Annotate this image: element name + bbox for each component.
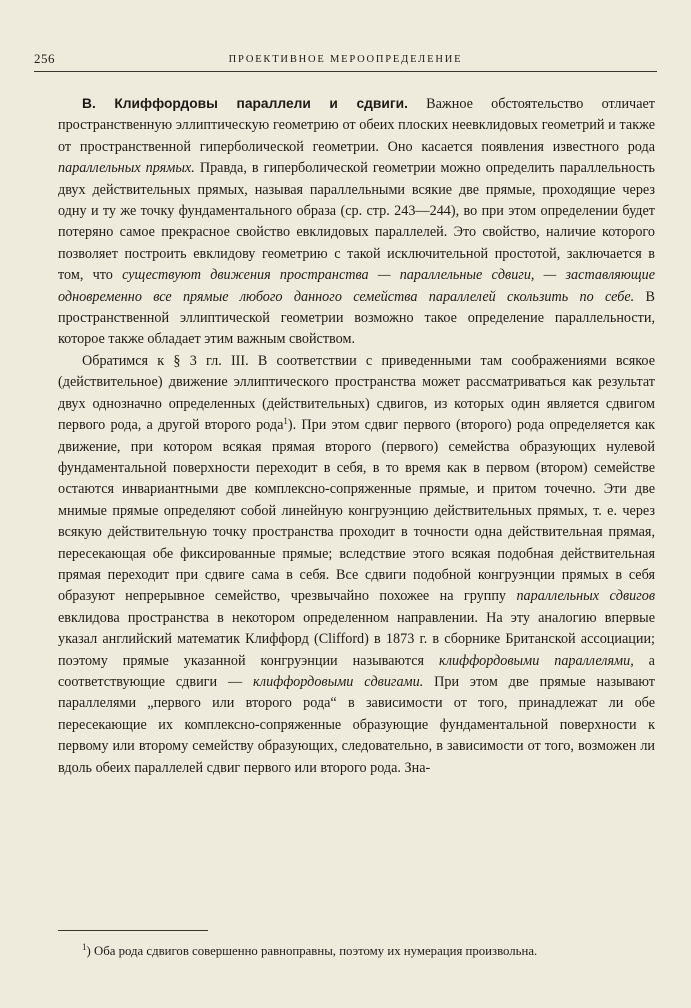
paragraph-text: Важное обстоятельство отличает пространственную эллиптическую геометрию от обеих плоских неевклидовых геометрий и также от пространственной гиперболической геометрии. Оно касается появления известного рода xyxy=(58,96,655,155)
body-text xyxy=(58,93,655,779)
paragraph-text: Правда, в гиперболической геометрии можно определить параллельность двух действительных прямых, называя параллельными всякие две прямые, проходящие через одну и ту же точку фундаментального образа (ср. стр. 243—244), во при этом определении будет потеряно самое прекрасное свойство евклидовых параллелей. Это свойство, наличие которого позволяет построить евклидову геометрию с такой исключительной простотой, заключается в том, что xyxy=(58,160,655,284)
paragraph-text: евклидова пространства в некотором определенном направлении. На эту аналогию впервые указал английский математик Клиффорд (Clifford) в 1873 г. в сборнике Британской ассоциации; поэтому прямые указанной конгруэнции называются xyxy=(58,609,655,669)
italic-term: параллельных сдвигов xyxy=(516,588,655,605)
italic-statement: существуют движения пространства — параллельные сдвиги, — заставляющие одновременно все прямые любого данного семейства параллелей скользить по себе. xyxy=(58,267,656,305)
running-title: ПРОЕКТИВНОЕ МЕРООПРЕДЕЛЕНИЕ xyxy=(228,54,463,65)
running-head xyxy=(34,51,657,72)
footnote xyxy=(58,943,655,961)
paragraph-text: При этом две прямые называют параллелями „первого или второго рода“ в зависимости от того, принадлежат ли обе пересекающие их комплексно-сопряженные образующие фундаментальной поверхности к первому или второму семейству образующих, следовательно, в зависимости от того, возможен ли вдоль обеих параллелей сдвиг первого или второго рода. Зна- xyxy=(58,673,655,776)
italic-term: параллельных прямых. xyxy=(58,160,195,177)
page-number: 256 xyxy=(34,51,55,66)
paragraph-text: ). При этом сдвиг первого (второго) рода определяется как движение, при котором всякая прямая второго (первого) семейства образующих нулевой фундаментальной поверхности переходит в себя, в то время как в первом (втором) семействе остаются инвариантными две комплексно-сопряженные прямые, и притом точечно. Эти две мнимые прямые определяют собой линейную конгруэнцию действительных прямых, т. е. через всякую действительную точку пространства проходит в точности одна действительная прямая, пересекающая обе фиксированные прямые; вследствие этого всякая подобная действительная прямая переходит при сдвиге сама в себя. Все сдвиги подобной конгруэнции прямых в себя образуют непрерывное семейство, чрезвычайно похожее на группу xyxy=(58,417,655,605)
paragraph-text: В пространственной эллиптической геометрии возможно такое определение параллельности, которое также обладает этим важным свойством. xyxy=(58,288,655,348)
footnote-text: ) Оба рода сдвигов совершенно равноправны, поэтому их нумерация произвольна. xyxy=(86,944,538,958)
italic-term: клиффордовыми сдвигами. xyxy=(253,673,424,690)
footnote-marker: 1 xyxy=(82,942,87,952)
paragraph-text: Обратимся к § 3 гл. III. В соответствии с приведенными там соображениями всякое (действительное) движение эллиптического пространства может рассматриваться как результат двух однозначно определенных (действительных) сдвигов, из которых один является сдвигом первого рода, а другой второго рода xyxy=(58,352,655,434)
paragraph-clifford-shifts xyxy=(58,351,655,779)
footnote-reference: 1 xyxy=(283,416,288,427)
paragraph-clifford-intro xyxy=(58,93,655,351)
footnote-rule xyxy=(58,930,208,931)
italic-term: клиффордовыми параллелями, xyxy=(438,652,634,669)
section-heading: В. Клиффордовы параллели и сдвиги. xyxy=(82,96,408,111)
paragraph-text: а соответствующие сдвиги — xyxy=(58,652,655,690)
